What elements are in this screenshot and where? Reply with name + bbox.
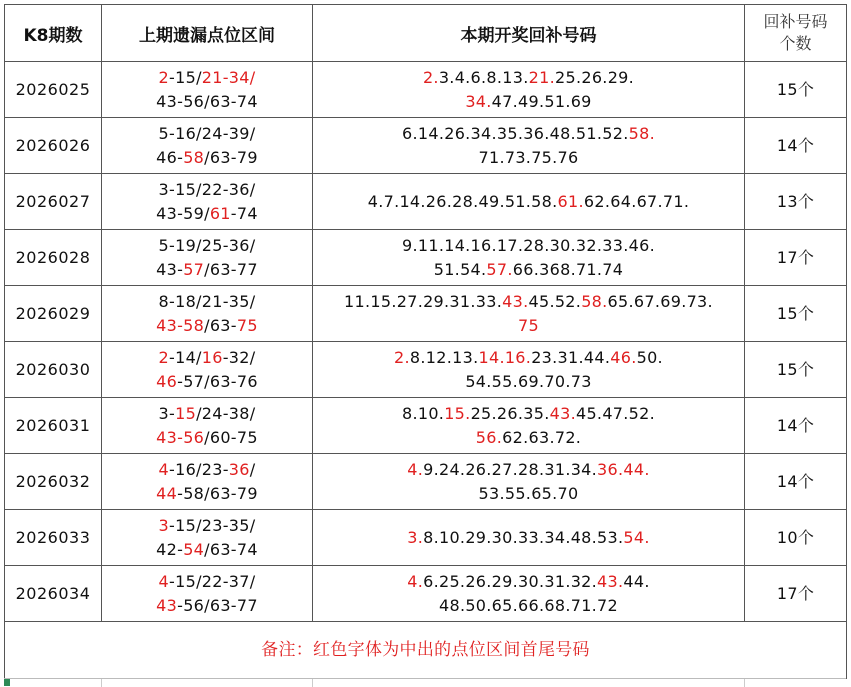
period-cell: 2026034 <box>5 566 102 622</box>
number-text: 8.12.13. <box>409 347 479 367</box>
period-cell: 2026027 <box>5 174 102 230</box>
number-text: 46- <box>156 147 184 167</box>
number-text: 43-59/ <box>156 203 210 223</box>
highlight-number: 61. <box>557 191 584 211</box>
numbers-line <box>313 570 744 594</box>
highlight-number: 57. <box>486 259 513 279</box>
count-cell: 15个 <box>745 62 847 118</box>
interval-cell <box>102 118 313 174</box>
header-row <box>5 5 847 62</box>
interval-line <box>102 346 312 370</box>
number-text: 42- <box>156 539 184 559</box>
highlight-number: 2. <box>422 67 439 87</box>
interval-cell <box>102 510 313 566</box>
note-cell: 备注：红色字体为中出的点位区间首尾号码 <box>5 622 847 679</box>
table-row <box>5 510 847 566</box>
sheet-corner-marker <box>4 679 10 686</box>
interval-line <box>102 402 312 426</box>
interval-cell <box>102 454 313 510</box>
highlight-number: 36 <box>228 459 250 479</box>
period-cell: 2026025 <box>5 62 102 118</box>
numbers-line <box>313 146 744 170</box>
table-row <box>5 174 847 230</box>
interval-line <box>102 482 312 506</box>
numbers-cell <box>313 62 745 118</box>
count-cell: 13个 <box>745 174 847 230</box>
header-interval: 上期遗漏点位区间 <box>102 5 313 62</box>
number-text: /60-75 <box>204 427 258 447</box>
number-text: 25.26.29. <box>555 67 635 87</box>
number-text: 25.26.35. <box>470 403 550 423</box>
number-text: 62.64.67.71. <box>583 191 690 211</box>
number-text: /63-77 <box>204 259 258 279</box>
number-text: 11.15.27.29.31.33. <box>344 291 503 311</box>
highlight-number: 21. <box>528 67 555 87</box>
highlight-number: 3 <box>158 515 170 535</box>
number-text: 9.11.14.16.17.28.30.32.33.46. <box>402 235 655 255</box>
highlight-number: 4. <box>407 571 424 591</box>
interval-line <box>102 458 312 482</box>
number-text: -15/23-35/ <box>169 515 256 535</box>
number-text: 65.67.69.73. <box>607 291 713 311</box>
numbers-line <box>313 594 744 618</box>
period-cell: 2026029 <box>5 286 102 342</box>
period-cell: 2026028 <box>5 230 102 286</box>
interval-cell <box>102 230 313 286</box>
table-row <box>5 62 847 118</box>
count-cell: 10个 <box>745 510 847 566</box>
highlight-number: 56. <box>475 427 503 447</box>
interval-cell <box>102 62 313 118</box>
interval-cell <box>102 566 313 622</box>
header-period: K8期数 <box>5 5 102 62</box>
number-text: -15/22-37/ <box>169 571 256 591</box>
interval-line <box>102 122 312 146</box>
number-text: 8.10.29.30.33.34.48.53. <box>423 527 624 547</box>
highlight-number: 54 <box>183 539 205 559</box>
interval-line <box>102 146 312 170</box>
interval-cell <box>102 174 313 230</box>
number-text: 8-18/21-35/ <box>158 291 256 311</box>
number-text: 45.52. <box>528 291 582 311</box>
highlight-number: 43. <box>502 291 529 311</box>
number-text: -56/63-77 <box>177 595 258 615</box>
highlight-number: 43-56 <box>156 427 205 447</box>
count-cell: 15个 <box>745 286 847 342</box>
interval-line <box>102 178 312 202</box>
interval-line <box>102 234 312 258</box>
numbers-line <box>313 458 744 482</box>
highlight-number: 61 <box>209 203 231 223</box>
number-text: -15/ <box>169 67 202 87</box>
number-text: -32/ <box>222 347 256 367</box>
number-text: /24-38/ <box>196 403 256 423</box>
highlight-number: 15. <box>444 403 471 423</box>
number-text: 53.55.65.70 <box>478 483 579 503</box>
numbers-line <box>313 370 744 394</box>
interval-line <box>102 290 312 314</box>
number-text: 4.7.14.26.28.49.51.58. <box>367 191 558 211</box>
number-text: -74 <box>230 203 258 223</box>
highlight-number: 2. <box>394 347 410 367</box>
number-text: 5-16/24-39/ <box>158 123 256 143</box>
highlight-number: 2 <box>158 347 170 367</box>
period-cell: 2026026 <box>5 118 102 174</box>
number-text: 3- <box>158 403 176 423</box>
numbers-cell <box>313 398 745 454</box>
period-cell: 2026032 <box>5 454 102 510</box>
interval-cell <box>102 342 313 398</box>
count-cell: 17个 <box>745 566 847 622</box>
numbers-line <box>313 258 744 282</box>
number-text: 50. <box>636 347 663 367</box>
period-cell: 2026030 <box>5 342 102 398</box>
table-row <box>5 230 847 286</box>
number-text: 71.73.75.76 <box>478 147 579 167</box>
number-text: 23.31.44. <box>531 347 611 367</box>
numbers-cell <box>313 286 745 342</box>
number-text: /63-79 <box>204 147 258 167</box>
highlight-number: 44 <box>156 483 178 503</box>
count-cell: 14个 <box>745 118 847 174</box>
numbers-cell <box>313 510 745 566</box>
highlight-number: 43. <box>597 571 624 591</box>
highlight-number: 43-58 <box>156 315 205 335</box>
number-text: -58/63-79 <box>177 483 258 503</box>
header-numbers: 本期开奖回补号码 <box>313 5 745 62</box>
numbers-line <box>313 290 744 314</box>
number-text: -57/63-76 <box>177 371 258 391</box>
interval-cell <box>102 286 313 342</box>
numbers-line <box>313 402 744 426</box>
highlight-number: 58. <box>581 291 608 311</box>
header-count-line1: 回补号码 <box>763 12 828 31</box>
highlight-number: 46 <box>156 371 178 391</box>
numbers-cell <box>313 454 745 510</box>
lottery-table-sheet <box>4 4 846 685</box>
interval-line <box>102 514 312 538</box>
highlight-number: 34. <box>465 91 492 111</box>
numbers-cell <box>313 174 745 230</box>
count-cell: 14个 <box>745 454 847 510</box>
numbers-line <box>313 314 744 338</box>
count-cell: 15个 <box>745 342 847 398</box>
table-row <box>5 566 847 622</box>
number-text: 3-15/22-36/ <box>158 179 256 199</box>
number-text: 62.63.72. <box>502 427 582 447</box>
numbers-cell <box>313 230 745 286</box>
numbers-line <box>313 190 744 214</box>
count-cell: 17个 <box>745 230 847 286</box>
number-text: 51.54. <box>433 259 487 279</box>
number-text: / <box>249 459 256 479</box>
highlight-number: 14.16. <box>478 347 532 367</box>
number-text: -16/23- <box>169 459 229 479</box>
interval-line <box>102 426 312 450</box>
numbers-line <box>313 426 744 450</box>
highlight-number: 15 <box>175 403 197 423</box>
highlight-number: 58 <box>183 147 205 167</box>
number-text: -14/ <box>169 347 202 367</box>
numbers-line <box>313 346 744 370</box>
numbers-line <box>313 122 744 146</box>
interval-line <box>102 570 312 594</box>
numbers-line <box>313 90 744 114</box>
numbers-line <box>313 526 744 550</box>
number-text: 9.24.26.27.28.31.34. <box>423 459 598 479</box>
numbers-line <box>313 482 744 506</box>
highlight-number: 43 <box>156 595 178 615</box>
number-text: 3.4.6.8.13. <box>438 67 529 87</box>
highlight-number: 3. <box>407 527 424 547</box>
number-text: 5-19/25-36/ <box>158 235 256 255</box>
header-count-line2: 个数 <box>779 34 812 53</box>
number-text: 8.10. <box>401 403 445 423</box>
number-text: 66.368.71.74 <box>512 259 624 279</box>
interval-line <box>102 202 312 226</box>
numbers-line <box>313 66 744 90</box>
highlight-number: 16 <box>201 347 223 367</box>
period-cell: 2026031 <box>5 398 102 454</box>
highlight-number: 75 <box>518 315 539 335</box>
numbers-cell <box>313 566 745 622</box>
table-row <box>5 398 847 454</box>
highlight-number: 4. <box>407 459 424 479</box>
table-row <box>5 118 847 174</box>
highlight-number: 75 <box>236 315 258 335</box>
numbers-cell <box>313 342 745 398</box>
table-row <box>5 454 847 510</box>
number-text: 43- <box>156 259 184 279</box>
draw-table <box>4 4 847 679</box>
highlight-number: 2 <box>158 67 170 87</box>
number-text: 6.14.26.34.35.36.48.51.52. <box>402 123 629 143</box>
interval-line <box>102 258 312 282</box>
highlight-number: 36.44. <box>597 459 650 479</box>
table-row <box>5 286 847 342</box>
highlight-number: 57 <box>183 259 205 279</box>
number-text: /63-74 <box>204 539 258 559</box>
interval-line <box>102 370 312 394</box>
number-text: 44. <box>623 571 650 591</box>
number-text: 48.50.65.66.68.71.72 <box>438 595 619 615</box>
highlight-number: 58. <box>628 123 655 143</box>
interval-line <box>102 66 312 90</box>
highlight-number: 21-34/ <box>201 67 256 87</box>
interval-cell <box>102 398 313 454</box>
number-text: 6.25.26.29.30.31.32. <box>423 571 598 591</box>
highlight-number: 4 <box>158 459 170 479</box>
number-text: /63- <box>204 315 237 335</box>
highlight-number: 46. <box>610 347 637 367</box>
count-cell: 14个 <box>745 398 847 454</box>
interval-line <box>102 90 312 114</box>
number-text: 47.49.51.69 <box>491 91 592 111</box>
header-count <box>745 5 847 62</box>
number-text: 54.55.69.70.73 <box>465 371 592 391</box>
interval-line <box>102 538 312 562</box>
highlight-number: 4 <box>158 571 170 591</box>
highlight-number: 54. <box>623 527 650 547</box>
numbers-cell <box>313 118 745 174</box>
interval-line <box>102 314 312 338</box>
numbers-line <box>313 234 744 258</box>
number-text: 45.47.52. <box>575 403 656 423</box>
note-row <box>5 622 847 679</box>
interval-line <box>102 594 312 618</box>
highlight-number: 43. <box>549 403 576 423</box>
table-row <box>5 342 847 398</box>
number-text: 43-56/63-74 <box>156 91 258 111</box>
table-body <box>5 62 847 622</box>
period-cell: 2026033 <box>5 510 102 566</box>
